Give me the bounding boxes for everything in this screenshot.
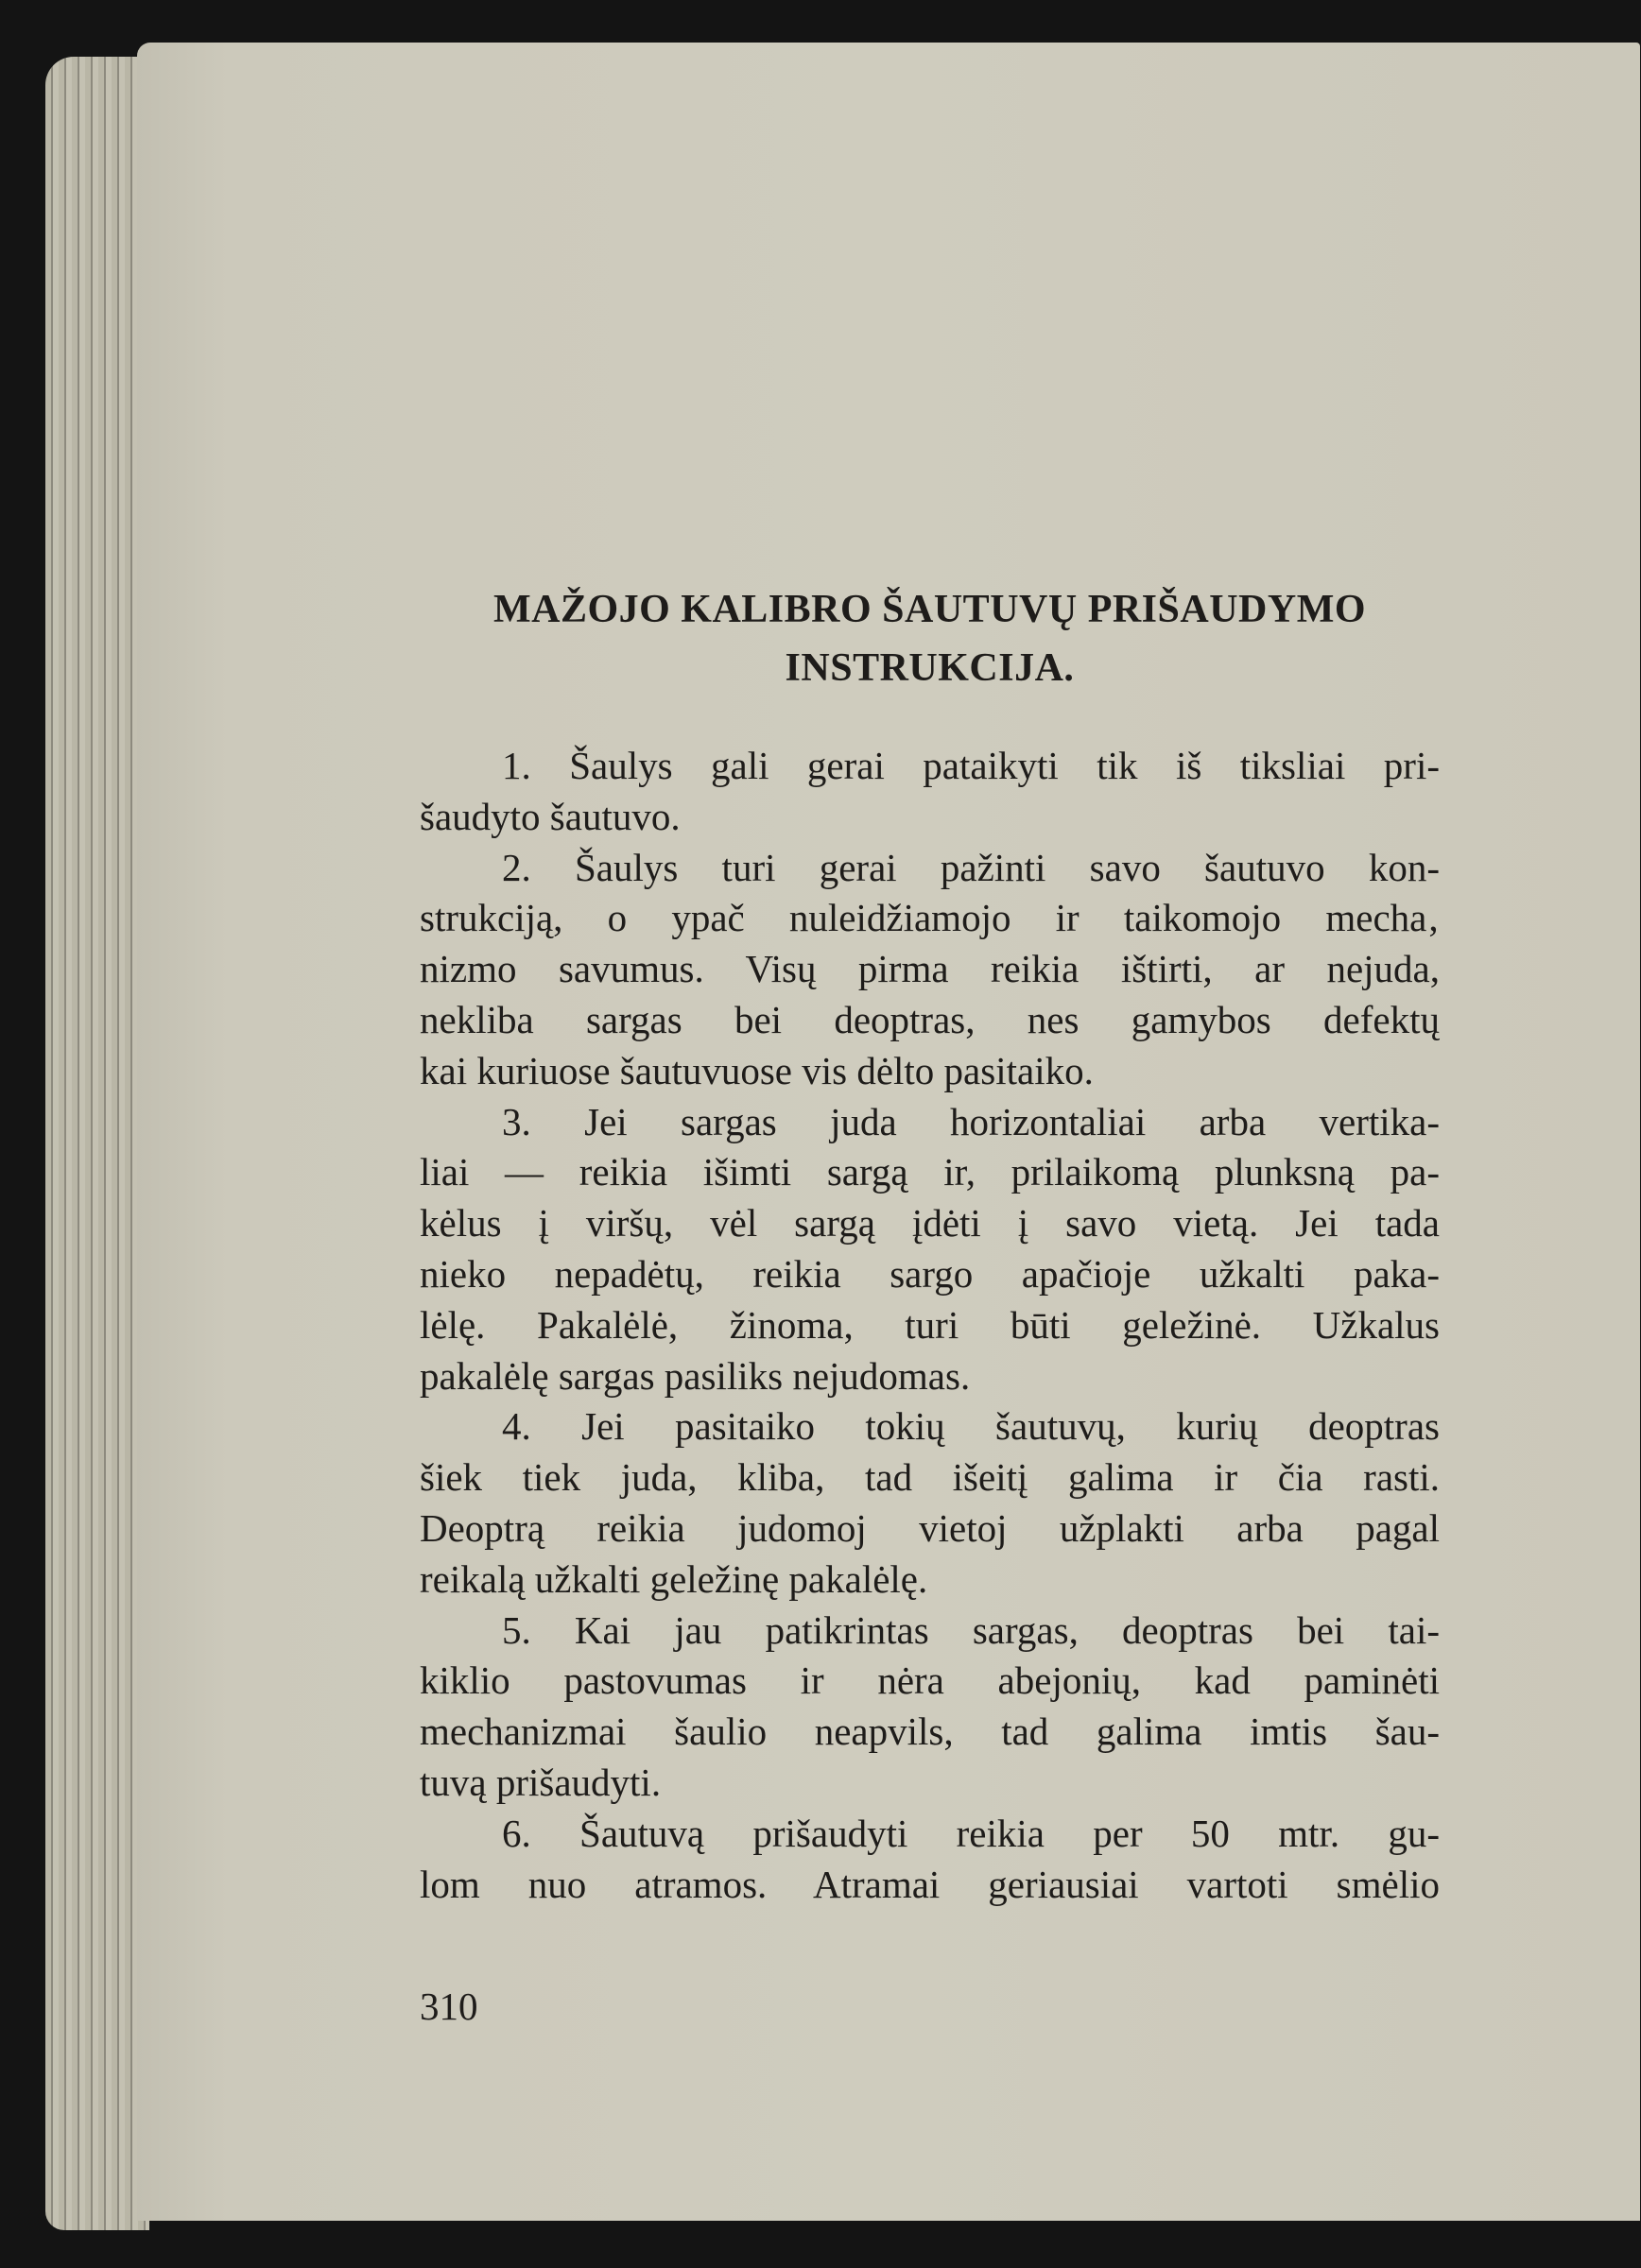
paragraph [420, 1097, 1440, 1402]
text-line: reikalą užkalti geležinę pakalėlę. [420, 1556, 928, 1601]
text-line: liai — reikia išimti sargą ir, prilaikomą plunksną pa- [420, 1150, 1440, 1194]
text-line: nizmo savumus. Visų pirma reikia ištirti, ar nejuda, [420, 947, 1440, 991]
text-line: pakalėlę sargas pasiliks nejudomas. [420, 1353, 971, 1398]
title-line-2: INSTRUKCIJA. [785, 646, 1075, 690]
text-line: tuvą prišaudyti. [420, 1760, 662, 1804]
text-line: mechanizmai šaulio neapvils, tad galima imtis šau- [420, 1710, 1440, 1754]
text-line: šaudyto šautuvo. [420, 794, 681, 838]
text-line: 3. Jei sargas juda horizontaliai arba vertika- [502, 1099, 1440, 1143]
text-line: Deoptrą reikia judomoj vietoj užplakti arba pagal [420, 1505, 1440, 1550]
book-page-edges [45, 57, 149, 2230]
body-text [420, 741, 1440, 1910]
page-number: 310 [420, 1984, 478, 2028]
text-line: strukciją, o ypač nuleidžiamojo ir taikomojo mecha‚ [420, 896, 1440, 940]
title-line-1: MAŽOJO KALIBRO ŠAUTUVŲ PRIŠAUDYMO [492, 588, 1367, 631]
paragraph [420, 741, 1440, 843]
text-line: šiek tiek juda, kliba, tad išeitį galima ir čia rasti. [420, 1455, 1440, 1500]
paragraph [420, 1809, 1440, 1911]
text-line: kiklio pastovumas ir nėra abejonių, kad paminėti [420, 1658, 1440, 1703]
paragraph [420, 1401, 1440, 1605]
text-line: 6. Šautuvą prišaudyti reikia per 50 mtr. gu- [502, 1811, 1440, 1855]
text-line: nieko nepadėtų, reikia sargo apačioje užkalti paka- [420, 1251, 1440, 1296]
text-line: lom nuo atramos. Atramai geriausiai vartoti smėlio [420, 1862, 1440, 1906]
text-line: nekliba sargas bei deoptras, nes gamybos defektų [420, 997, 1440, 1041]
text-line: 2. Šaulys turi gerai pažinti savo šautuvo kon- [502, 845, 1440, 889]
text-line: 5. Kai jau patikrintas sargas, deoptras bei tai- [502, 1607, 1440, 1652]
text-line: kai kuriuose šautuvuose vis dėlto pasitaiko. [420, 1048, 1094, 1092]
page-title [420, 580, 1440, 697]
text-line: lėlę. Pakalėlė, žinoma, turi būti geležinė. Užkalus [420, 1302, 1440, 1347]
text-line: 1. Šaulys gali gerai pataikyti tik iš tiksliai pri- [502, 744, 1440, 787]
paragraph [420, 843, 1440, 1097]
text-line: 4. Jei pasitaiko tokių šautuvų, kurių deoptras [502, 1404, 1440, 1449]
paragraph [420, 1606, 1440, 1809]
text-line: kėlus į viršų, vėl sargą įdėti į savo vietą. Jei tada [420, 1201, 1440, 1246]
